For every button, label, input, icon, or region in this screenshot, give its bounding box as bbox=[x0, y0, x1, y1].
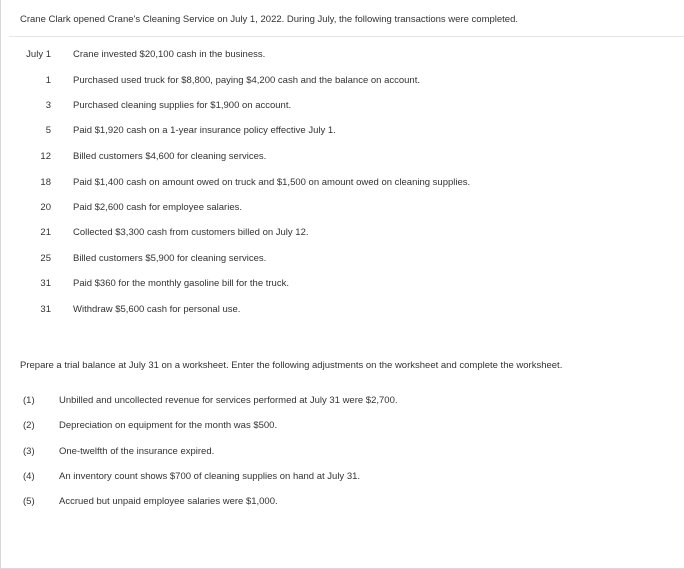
adjustment-row bbox=[1, 395, 681, 409]
adjustment-number: (5) bbox=[23, 496, 35, 507]
adjustment-description: Unbilled and uncollected revenue for services performed at July 31 were $2,700. bbox=[59, 395, 398, 406]
transaction-description: Paid $1,400 cash on amount owed on truck and $1,500 on amount owed on cleaning supplies. bbox=[73, 177, 471, 188]
transaction-date: 31 bbox=[40, 304, 51, 315]
transaction-row bbox=[1, 278, 681, 292]
adjustment-description: An inventory count shows $700 of cleaning supplies on hand at July 31. bbox=[59, 471, 361, 482]
transaction-description: Paid $2,600 cash for employee salaries. bbox=[73, 202, 242, 213]
adjustment-row bbox=[1, 446, 681, 460]
adjustment-row bbox=[1, 471, 681, 485]
transaction-description: Purchased cleaning supplies for $1,900 on account. bbox=[73, 100, 292, 111]
transaction-row bbox=[1, 49, 681, 63]
adjustment-description: Accrued but unpaid employee salaries were $1,000. bbox=[59, 496, 278, 507]
transaction-date: 21 bbox=[40, 227, 51, 238]
transaction-date: 20 bbox=[40, 202, 51, 213]
adjustment-number: (1) bbox=[23, 395, 35, 406]
transaction-row bbox=[1, 125, 681, 139]
transaction-description: Crane invested $20,100 cash in the business. bbox=[73, 49, 266, 60]
adjustment-number: (2) bbox=[23, 420, 35, 431]
adjustment-description: One-twelfth of the insurance expired. bbox=[59, 446, 215, 457]
adjustment-number: (4) bbox=[23, 471, 35, 482]
transaction-row bbox=[1, 75, 681, 89]
transaction-date: 31 bbox=[40, 278, 51, 289]
transaction-description: Collected $3,300 cash from customers billed on July 12. bbox=[73, 227, 309, 238]
transaction-date: July 1 bbox=[26, 49, 51, 60]
transaction-description: Paid $1,920 cash on a 1-year insurance policy effective July 1. bbox=[73, 125, 336, 136]
transaction-date: 1 bbox=[45, 75, 51, 86]
transaction-row bbox=[1, 151, 681, 165]
transaction-row bbox=[1, 202, 681, 216]
transaction-description: Billed customers $4,600 for cleaning services. bbox=[73, 151, 267, 162]
transaction-date: 3 bbox=[45, 100, 51, 111]
adjustment-row bbox=[1, 420, 681, 434]
transaction-row bbox=[1, 253, 681, 267]
transaction-description: Paid $360 for the monthly gasoline bill for the truck. bbox=[73, 278, 289, 289]
transaction-date: 25 bbox=[40, 253, 51, 264]
transaction-date: 12 bbox=[40, 151, 51, 162]
transaction-date: 5 bbox=[45, 125, 51, 136]
adjustment-row bbox=[1, 496, 681, 510]
transaction-row bbox=[1, 304, 681, 318]
adjustment-description: Depreciation on equipment for the month was $500. bbox=[59, 420, 278, 431]
instructions-text: Prepare a trial balance at July 31 on a worksheet. Enter the following adjustments on the worksheet and complete the worksheet. bbox=[20, 360, 563, 371]
transaction-description: Billed customers $5,900 for cleaning services. bbox=[73, 253, 267, 264]
intro-text: Crane Clark opened Crane's Cleaning Service on July 1, 2022. During July, the following transactions were completed. bbox=[20, 14, 519, 25]
transaction-row bbox=[1, 177, 681, 191]
transaction-row bbox=[1, 100, 681, 114]
transaction-row bbox=[1, 227, 681, 241]
adjustment-number: (3) bbox=[23, 446, 35, 457]
divider bbox=[9, 36, 684, 37]
transaction-date: 18 bbox=[40, 177, 51, 188]
transaction-description: Withdraw $5,600 cash for personal use. bbox=[73, 304, 241, 315]
transaction-description: Purchased used truck for $8,800, paying $4,200 cash and the balance on account. bbox=[73, 75, 420, 86]
